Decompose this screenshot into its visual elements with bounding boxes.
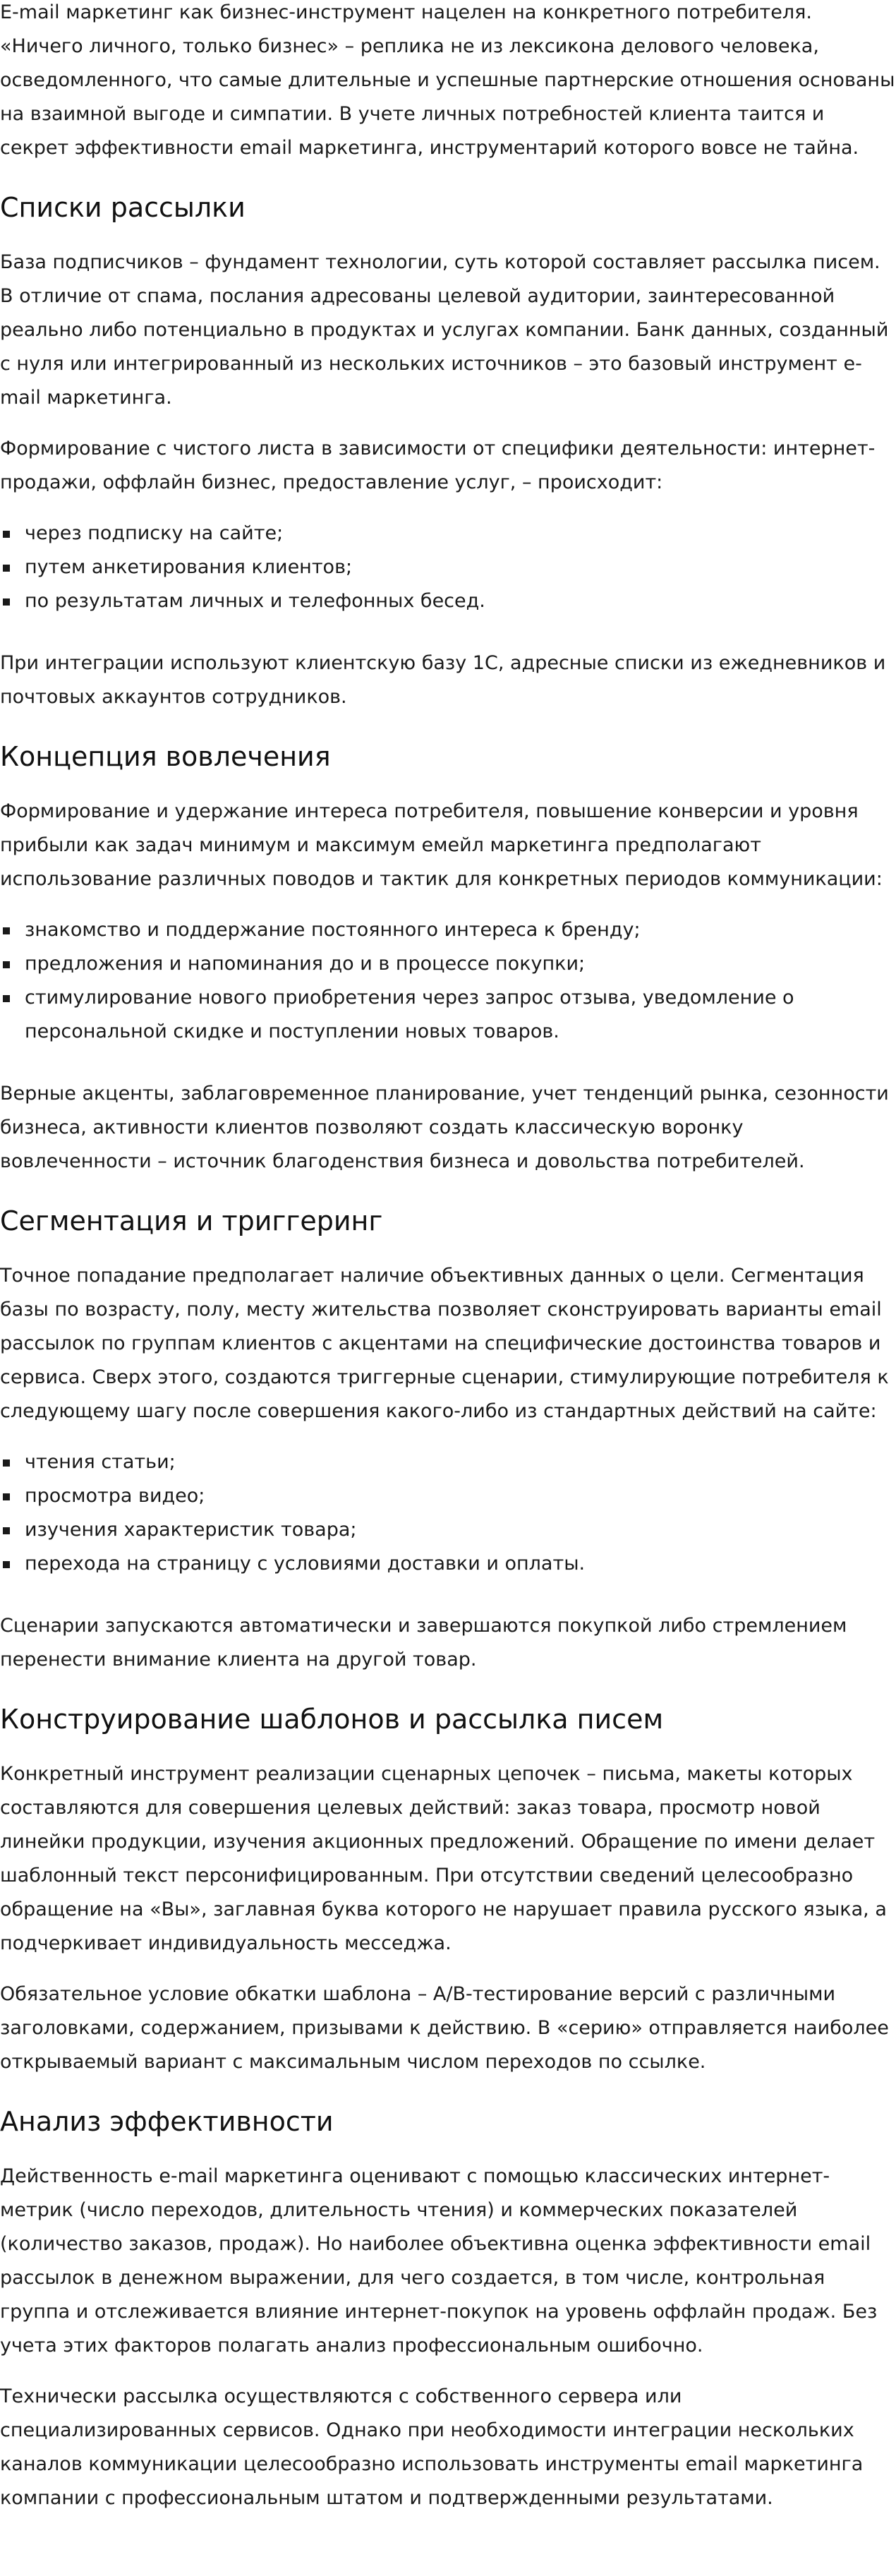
list-item: через подписку на сайте; <box>0 517 896 550</box>
list-item: перехода на страницу с условиями доставки и оплаты. <box>0 1547 896 1581</box>
intro-paragraph: E-mail маркетинг как бизнес-инструмент нацелен на конкретного потребителя. «Ничего личного, только бизнес» – реплика не из лексикона делового человека, осведомленного, что самые длительные и успешные партнерские отношения основаны на взаимной выгоде и симпатии. В учете личных потребностей клиента таится и секрет эффективности email маркетинга, инструментарий которого вовсе не тайна. <box>0 1 895 159</box>
section-heading-templates: Конструирование шаблонов и рассылка писем <box>0 1704 664 1735</box>
bullet-list <box>0 517 896 618</box>
section-heading-engagement: Концепция вовлечения <box>0 741 331 772</box>
bullet-list <box>0 1445 896 1581</box>
list-item: чтения статьи; <box>0 1445 896 1479</box>
paragraph: Технически рассылка осуществляются с собственного сервера или специализированных сервисов. Однако при необходимости интеграции нескольких каналов коммуникации целесообразно использовать инструменты email маркетинга компании с профессиональным штатом и подтвержденными результатами. <box>0 2385 864 2509</box>
paragraph: Формирование и удержание интереса потребителя, повышение конверсии и уровня прибыли как задач минимум и максимум емейл маркетинга предполагают использование различных поводов и тактик для конкретных периодов коммуникации: <box>0 800 883 890</box>
list-item: по результатам личных и телефонных бесед. <box>0 584 896 618</box>
list-item: стимулирование нового приобретения через запрос отзыва, уведомление о персональной скидке и поступлении новых товаров. <box>0 981 896 1049</box>
section-heading-segmentation: Сегментация и триггеринг <box>0 1205 383 1236</box>
list-item: изучения характеристик товара; <box>0 1513 896 1547</box>
section-heading-analysis: Анализ эффективности <box>0 2106 334 2137</box>
list-item: просмотра видео; <box>0 1479 896 1513</box>
list-item: предложения и напоминания до и в процессе покупки; <box>0 947 896 981</box>
paragraph: При интеграции используют клиентскую базу 1С, адресные списки из ежедневников и почтовых аккаунтов сотрудников. <box>0 652 886 708</box>
paragraph: Верные акценты, заблаговременное планирование, учет тенденций рынка, сезонности бизнеса, активности клиентов позволяют создать классическую воронку вовлеченности – источник благоденствия бизнеса и довольства потребителей. <box>0 1083 889 1172</box>
paragraph: Точное попадание предполагает наличие объективных данных о цели. Сегментация базы по возрасту, полу, месту жительства позволяет сконструировать варианты email рассылок по группам клиентов с акцентами на специфические достоинства товаров и сервиса. Сверх этого, создаются триггерные сценарии, стимулирующие потребителя к следующему шагу после совершения какого-либо из стандартных действий на сайте: <box>0 1265 889 1422</box>
list-item: путем анкетирования клиентов; <box>0 550 896 584</box>
paragraph: Формирование с чистого листа в зависимости от специфики деятельности: интернет-продажи, оффлайн бизнес, предоставление услуг, – происходит: <box>0 438 876 493</box>
section-heading-mailing-lists: Списки рассылки <box>0 192 246 223</box>
list-item: знакомство и поддержание постоянного интереса к бренду; <box>0 913 896 947</box>
paragraph: Конкретный инструмент реализации сценарных цепочек – письма, макеты которых составляются для совершения целевых действий: заказ товара, просмотр новой линейки продукции, изучения акционных предложений. Обращение по имени делает шаблонный текст персонифицированным. При отсутствии сведений целесообразно обращение на «Вы», заглавная буква которого не нарушает правила русского языка, а подчеркивает индивидуальность месседжа. <box>0 1763 887 1954</box>
paragraph: Действенность e-mail маркетинга оценивают с помощью классических интернет-метрик (число переходов, длительность чтения) и коммерческих показателей (количество заказов, продаж). Но наиболее объективна оценка эффективности email рассылок в денежном выражении, для чего создается, в том числе, контрольная группа и отслеживается влияние интернет-покупок на уровень оффлайн продаж. Без учета этих факторов полагать анализ профессиональным ошибочно. <box>0 2165 878 2357</box>
paragraph: База подписчиков – фундамент технологии, суть которой составляет рассылка писем. В отличие от спама, послания адресованы целевой аудитории, заинтересованной реально либо потенциально в продуктах и услугах компании. Банк данных, созданный с нуля или интегрированный из нескольких источников – это базовый инструмент e-mail маркетинга. <box>0 251 889 409</box>
paragraph: Сценарии запускаются автоматически и завершаются покупкой либо стремлением перенести внимание клиента на другой товар. <box>0 1615 847 1671</box>
paragraph: Обязательное условие обкатки шаблона – A/B-тестирование версий с различными заголовками, содержанием, призывами к действию. В «серию» отправляется наиболее открываемый вариант с максимальным числом переходов по ссылке. <box>0 1983 889 2073</box>
bullet-list <box>0 913 896 1049</box>
